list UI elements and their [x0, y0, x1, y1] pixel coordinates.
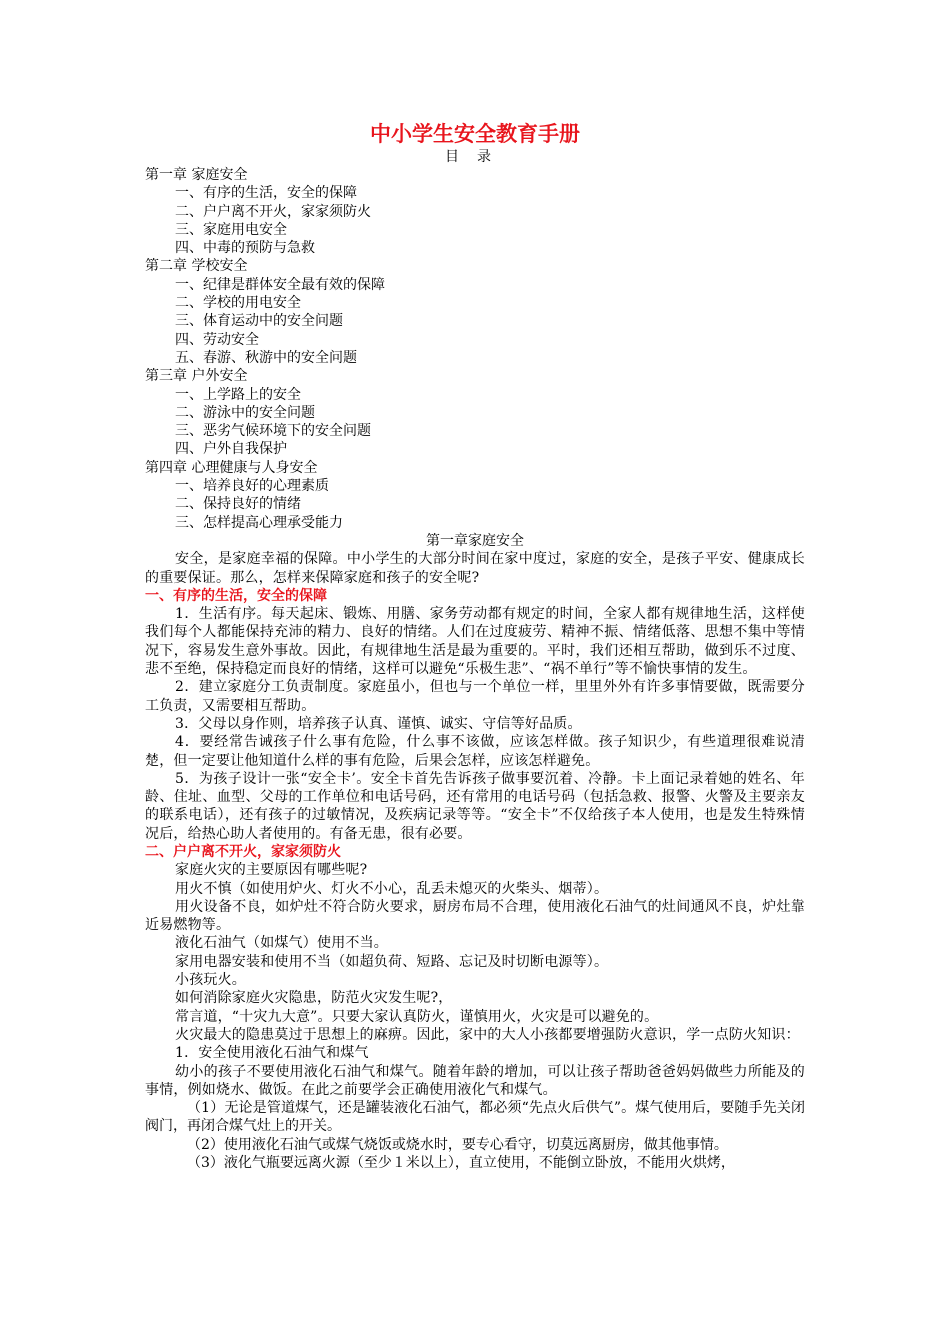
section-heading: 二、户户离不开火，家家须防火: [145, 843, 341, 860]
paragraph: 用火设备不良，如炉灶不符合防火要求，厨房布局不合理，使用液化石油气的灶间通风不良，炉灶靠近易燃物等。: [145, 898, 805, 934]
paragraph: 1．生活有序。每天起床、锻炼、用膳、家务劳动都有规定的时间，全家人都有规律地生活，这样使我们每个人都能保持充沛的精力、良好的情绪。人们在过度疲劳、精神不振、情绪低落、思想不集中等情况下，容易发生意外事故。因此，有规律地生活是最为重要的。平时，我们还相互帮助，做到乐不过度、悲不至绝，保持稳定而良好的情绪，这样可以避免“乐极生悲”、“祸不单行”等不愉快事情的发生。: [145, 606, 805, 678]
toc-section: 一、培养良好的心理素质: [175, 478, 329, 495]
document-page: [145, 120, 805, 1172]
paragraph: 常言道，“十灾九大意”。只要大家认真防火，谨慎用火，火灾是可以避免的。: [175, 1008, 659, 1025]
toc-section: 二、游泳中的安全问题: [175, 404, 315, 421]
paragraph: 4．要经常告诫孩子什么事有危险，什么事不该做，应该怎样做。孩子知识少，有些道理很难说清楚，但一定要让他知道什么样的事有危险，后果会怎样，应该怎样避免。: [145, 734, 805, 769]
paragraph: 2．建立家庭分工负责制度。家庭虽小，但也与一个单位一样，里里外外有许多事情要做，既需要分工负责，又需要相互帮助。: [145, 679, 805, 714]
toc-section: 一、纪律是群体安全最有效的保障: [175, 276, 385, 293]
paragraph: 火灾最大的隐患莫过于思想上的麻痹。因此，家中的大人小孩都要增强防火意识，学一点防火知识：: [175, 1026, 800, 1043]
toc-section: 一、上学路上的安全: [175, 386, 301, 403]
toc-section: 三、恶劣气候环境下的安全问题: [175, 423, 371, 440]
sub-paragraph: （1）无论是管道煤气，还是罐装液化石油气，都必须“先点火后供气”。煤气使用后，要随手先关闭阀门，再闭合煤气灶上的开关。: [145, 1100, 805, 1135]
chapter-intro: 安全，是家庭幸福的保障。中小学生的大部分时间在家中度过，家庭的安全，是孩子平安、健康成长的重要保证。那么，怎样来保障家庭和孩子的安全呢?: [145, 551, 805, 586]
toc-chapter: 第四章 心理健康与人身安全: [145, 459, 318, 476]
paragraph: 家庭火灾的主要原因有哪些呢?: [175, 862, 368, 879]
paragraph: 家用电器安装和使用不当（如超负荷、短路、忘记及时切断电源等）。: [175, 953, 609, 970]
paragraph: 液化石油气（如煤气）使用不当。: [175, 935, 388, 952]
paragraph: 用火不慎（如使用炉火、灯火不小心，乱丢未熄灭的火柴头、烟蒂）。: [175, 880, 609, 897]
paragraph: 5．为孩子设计一张“安全卡’。安全卡首先告诉孩子做事要沉着、冷静。卡上面记录着她的姓名、年龄、住址、血型、父母的工作单位和电话号码，还有常用的电话号码（包括急救、报警、火警及主要亲友的联系电话），还有孩子的过敏情况，及疾病记录等等。“安全卡”不仅给孩子本人使用，也是发生特殊情况后，给热心助人者使用的。有备无患，很有必要。: [145, 770, 805, 842]
toc-section: 五、春游、秋游中的安全问题: [175, 349, 357, 366]
paragraph: 3．父母以身作则，培养孩子认真、谨慎、诚实、守信等好品质。: [175, 715, 582, 732]
toc-heading: 目录: [445, 149, 509, 165]
toc-section: 三、体育运动中的安全问题: [175, 313, 343, 330]
paragraph: 1．安全使用液化石油气和煤气: [175, 1045, 369, 1062]
toc-section: 四、劳动安全: [175, 331, 259, 348]
toc-section: 四、户外自我保护: [175, 441, 287, 458]
toc-section: 三、家庭用电安全: [175, 221, 287, 238]
sub-paragraph: （3）液化气瓶要远离火源（至少１米以上），直立使用，不能倒立卧放，不能用火烘烤，: [187, 1155, 735, 1172]
sub-paragraph: （2）使用液化石油气或煤气烧饭或烧水时，要专心看守，切莫远离厨房，做其他事情。: [187, 1136, 728, 1153]
paragraph: 幼小的孩子不要使用液化石油气和煤气。随着年龄的增加，可以让孩子帮助爸爸妈妈做些力所能及的事情，例如烧水、做饭。在此之前要学会正确使用液化气和煤气。: [145, 1063, 805, 1098]
toc-chapter: 第三章 户外安全: [145, 368, 248, 385]
paragraph: 如何消除家庭火灾隐患，防范火灾发生呢?，: [175, 990, 453, 1007]
toc-section: 二、户户离不开火，家家须防火: [175, 203, 371, 220]
toc-section: 三、怎样提高心理承受能力: [175, 514, 343, 531]
document-title: 中小学生安全教育手册: [370, 121, 580, 146]
chapter-title: 第一章家庭安全: [426, 532, 524, 549]
toc-section: 四、中毒的预防与急救: [175, 240, 315, 257]
section-heading: 一、有序的生活，安全的保障: [145, 587, 327, 604]
toc-section: 一、有序的生活，安全的保障: [175, 185, 357, 202]
toc-section: 二、学校的用电安全: [175, 295, 301, 312]
paragraph: 小孩玩火。: [175, 972, 246, 989]
toc-chapter: 第一章 家庭安全: [145, 167, 248, 183]
toc-section: 二、保持良好的情绪: [175, 496, 301, 513]
toc-chapter: 第二章 学校安全: [145, 258, 248, 275]
table-of-contents: [145, 166, 805, 532]
